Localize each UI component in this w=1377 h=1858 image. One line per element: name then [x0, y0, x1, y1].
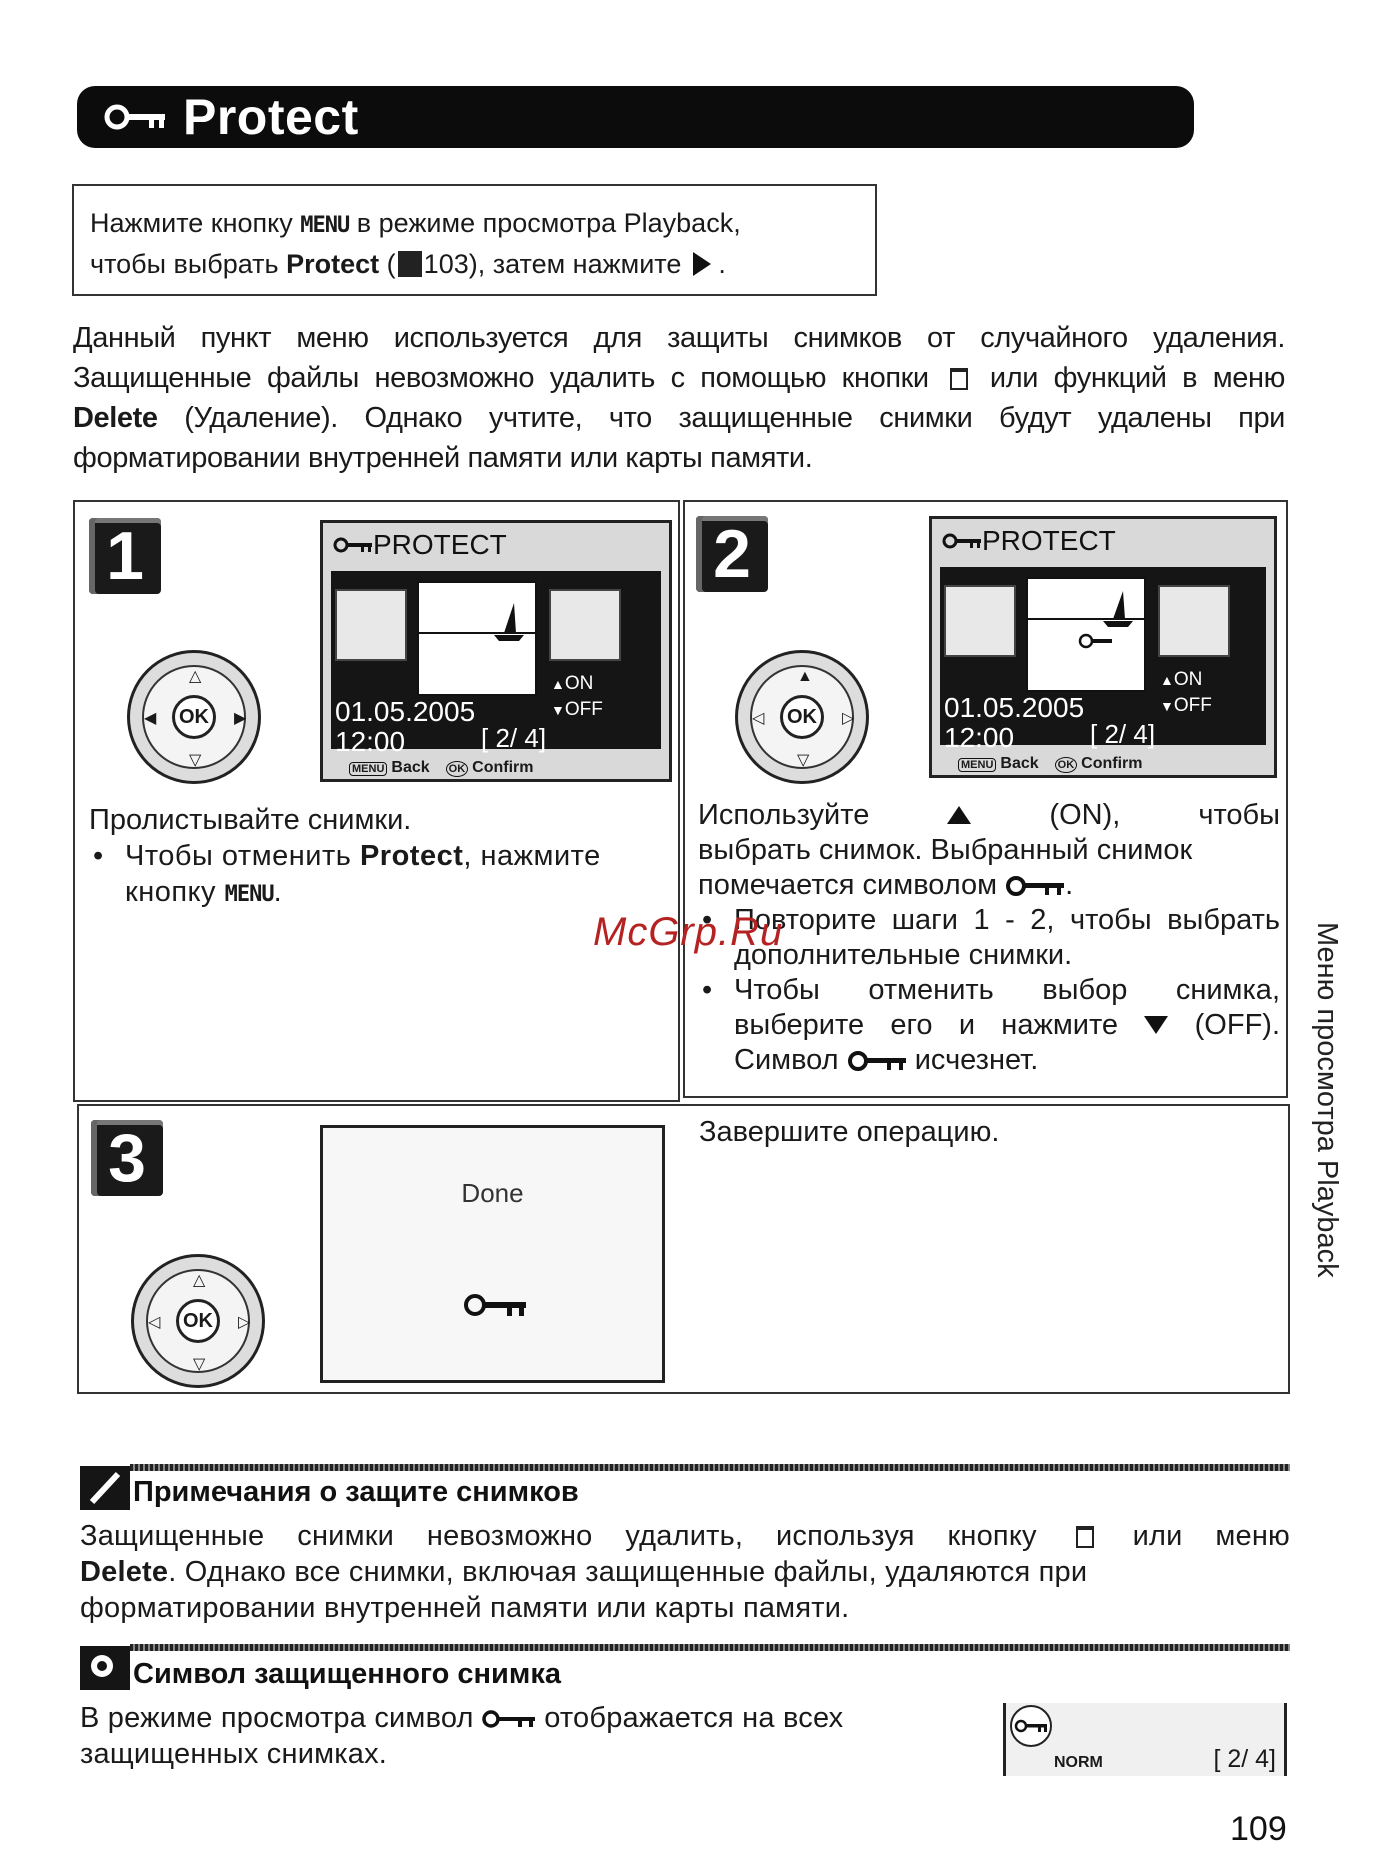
- key-icon: [463, 1293, 527, 1319]
- ok-button: OK: [172, 695, 216, 739]
- pencil-icon: [80, 1466, 130, 1510]
- left-arrow-icon: ◁: [752, 710, 765, 727]
- section-title-bar: [77, 86, 1194, 148]
- page-title: Protect: [183, 89, 359, 145]
- intro-paragraph: Данный пункт меню используется для защиты снимков от случайного удаления. Защищенные файлы невозможно удалить с помощью кнопки или функций в меню Delete (Удаление). Однако учтите, что защищенные снимки будут удалены при форматировании внутренней памяти или карты памяти.: [73, 322, 1285, 474]
- step-1-box: [73, 500, 680, 1102]
- key-icon: [103, 102, 167, 132]
- up-arrow-icon: ▲: [797, 668, 813, 685]
- key-icon: [333, 536, 373, 554]
- right-arrow-icon: ▷: [238, 1314, 251, 1331]
- left-arrow-icon: ◀: [144, 710, 157, 727]
- thumbnail: [1158, 585, 1230, 657]
- multi-selector-dpad: [127, 650, 261, 784]
- up-arrow-icon: △: [193, 1272, 206, 1289]
- note-title: Примечания о защите снимков: [133, 1476, 579, 1508]
- down-arrow-icon: ▽: [189, 752, 202, 769]
- watermark: McGrp.Ru: [593, 910, 784, 954]
- step-3-text: Завершите операцию.: [699, 1116, 1000, 1148]
- step-number: 2: [696, 516, 768, 592]
- thumbnail: [944, 585, 1016, 657]
- left-arrow-icon: ◁: [148, 1314, 161, 1331]
- multi-selector-dpad: [735, 650, 869, 784]
- selected-image: [417, 581, 537, 696]
- done-message: Done: [461, 1178, 524, 1208]
- step-number: 1: [89, 518, 161, 594]
- step-2-text: Используйте (ON), чтобы выбрать снимок. Выбранный снимок помечается символом . • Повторите шаги 1 - 2, чтобы выбрать дополнительные снимки. • Чтобы отменить выбор снимка, выберите его и нажмите (OFF). Символ исчезнет.: [698, 798, 1280, 1078]
- thumbnail: [549, 589, 621, 661]
- selected-image: [1026, 577, 1146, 692]
- key-icon: [1010, 1705, 1052, 1747]
- done-screen: [320, 1125, 665, 1383]
- right-arrow-icon: ▶: [234, 710, 247, 727]
- up-arrow-icon: △: [189, 668, 202, 685]
- down-arrow-icon: [1144, 1016, 1168, 1034]
- instruction-line-1: Нажмите кнопку MENU в режиме просмотра Playback,: [90, 208, 741, 238]
- step-2-box: [683, 500, 1288, 1098]
- down-arrow-icon: ▽: [797, 752, 810, 769]
- instruction-line-2: чтобы выбрать Protect ( 103), затем нажмите .: [90, 249, 726, 279]
- trash-icon: [950, 368, 968, 390]
- protected-image-indicator: NORM [ 2/ 4]: [1003, 1703, 1287, 1776]
- sailboat-image: [419, 583, 535, 693]
- key-note-icon: [80, 1646, 130, 1690]
- divider: [130, 1644, 1290, 1651]
- sailboat-image: [1028, 579, 1144, 689]
- step-1-text: Пролистывайте снимки. • Чтобы отменить Protect, нажмите кнопку MENU.: [89, 802, 669, 913]
- key-icon: [1005, 875, 1065, 897]
- divider: [130, 1464, 1290, 1471]
- trash-icon: [1076, 1526, 1094, 1548]
- thumbnail: [335, 589, 407, 661]
- step-3-box: [77, 1104, 1290, 1394]
- right-arrow-icon: [693, 252, 711, 276]
- key-icon: [847, 1050, 907, 1072]
- menu-button-label: MENU: [300, 213, 350, 238]
- ok-button: OK: [780, 695, 824, 739]
- note-body: В режиме просмотра символ отображается на всех защищенных снимках.: [80, 1702, 844, 1770]
- step-number: 3: [91, 1120, 163, 1196]
- key-icon: [482, 1709, 536, 1729]
- down-arrow-icon: ▽: [193, 1356, 206, 1373]
- page-reference-icon: [398, 251, 422, 277]
- page-number: 109: [1230, 1810, 1287, 1848]
- key-icon: [942, 532, 982, 550]
- up-arrow-icon: [947, 806, 971, 824]
- right-arrow-icon: ▷: [842, 710, 855, 727]
- note-body: Защищенные снимки невозможно удалить, используя кнопку или меню Delete. Однако все снимки, включая защищенные файлы, удаляются при форматировании внутренней памяти или карты памяти.: [80, 1520, 1291, 1624]
- instruction-box: [72, 184, 877, 296]
- camera-screen: PROTECT ▲ON ▼OFF 01.05.2005 12:00 [ 2/ 4] MENU Back OK Confirm: [320, 520, 672, 782]
- side-chapter-tab: Меню просмотра Playback: [1311, 922, 1343, 1278]
- ok-button: OK: [176, 1299, 220, 1343]
- note-title: Символ защищенного снимка: [133, 1658, 561, 1690]
- camera-screen: PROTECT ▲ON ▼OFF 01.05.2005 12:00 [ 2/ 4] MENU Back OK Confirm: [929, 516, 1277, 778]
- multi-selector-dpad: [131, 1254, 265, 1388]
